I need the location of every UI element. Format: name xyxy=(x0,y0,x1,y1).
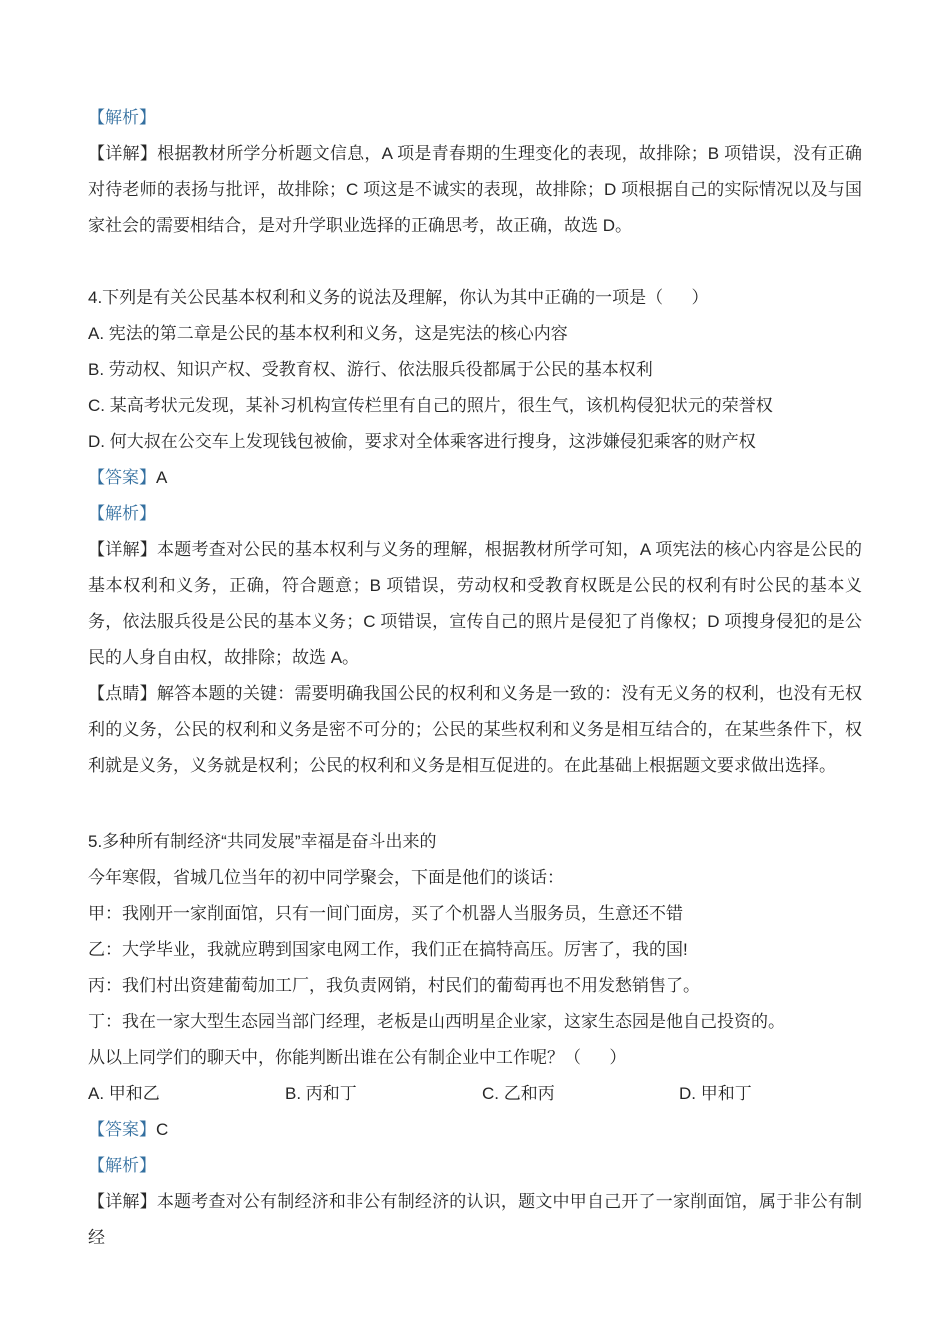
question4-option-c: C. 某高考状元发现，某补习机构宣传栏里有自己的照片，很生气，该机构侵犯状元的荣誉权 xyxy=(88,396,773,415)
detail-label: 【详解】 xyxy=(88,540,157,559)
question4-option-b: B. 劳动权、知识产权、受教育权、游行、依法服兵役都属于公民的基本权利 xyxy=(88,360,653,379)
section-spacer xyxy=(88,784,862,824)
analysis-label: 【解析】 xyxy=(88,108,156,127)
prev-detail-paragraph xyxy=(88,136,862,244)
analysis-label: 【解析】 xyxy=(88,504,156,523)
question4-answer-value: A xyxy=(156,468,168,487)
question5-answer-value: C xyxy=(156,1120,169,1139)
question4-detail-paragraph xyxy=(88,532,862,676)
question4-point-paragraph xyxy=(88,676,862,784)
detail-label: 【详解】 xyxy=(88,1192,157,1211)
question5-dialogue-yi: 乙：大学毕业，我就应聘到国家电网工作，我们正在搞特高压。厉害了，我的国! xyxy=(88,940,688,959)
question5-dialogue-ding: 丁：我在一家大型生态园当部门经理，老板是山西明星企业家，这家生态园是他自己投资的。 xyxy=(88,1012,785,1031)
answer-label: 【答案】 xyxy=(88,1120,156,1139)
analysis-label: 【解析】 xyxy=(88,1156,156,1175)
question5-intro: 今年寒假，省城几位当年的初中同学聚会，下面是他们的谈话： xyxy=(88,868,564,887)
question5-analysis-heading xyxy=(88,1148,862,1184)
question5-detail-text: 本题考查对公有制经济和非公有制经济的认识，题文中甲自己开了一家削面馆，属于非公有制经 xyxy=(88,1192,863,1247)
question5-question-line: 从以上同学们的聊天中，你能判断出谁在公有制企业中工作呢？（ ） xyxy=(88,1048,627,1067)
question4-option-d: D. 何大叔在公交车上发现钱包被偷，要求对全体乘客进行搜身，这涉嫌侵犯乘客的财产权 xyxy=(88,432,756,451)
question4-detail-text: 本题考查对公民的基本权利与义务的理解，根据教材所学可知，A 项宪法的核心内容是公民的基本权利和义务，正确，符合题意；B 项错误，劳动权和受教育权既是公民的权利有时公民的基本义务，依法服兵役是公民的基本义务；C 项错误，宣传自己的照片是侵犯了肖像权；D 项搜身侵犯的是公民的人身自由权，故排除；故选 A。 xyxy=(88,540,863,667)
prev-analysis-heading xyxy=(88,100,862,136)
question5-stem: 5.多种所有制经济“共同发展”幸福是奋斗出来的 xyxy=(88,832,437,851)
question4-answer-line xyxy=(88,460,862,496)
question5-option-a: A. 甲和乙 xyxy=(88,1084,160,1103)
question5-answer-line xyxy=(88,1112,862,1148)
question4-point-text: 解答本题的关键：需要明确我国公民的权利和义务是一致的：没有无义务的权利，也没有无权利的义务，公民的权利和义务是密不可分的；公民的某些权利和义务是相互结合的，在某些条件下，权利就是义务，义务就是权利；公民的权利和义务是相互促进的。在此基础上根据题文要求做出选择。 xyxy=(88,684,863,775)
question5-detail-paragraph xyxy=(88,1184,862,1256)
point-label: 【点睛】 xyxy=(88,684,157,703)
answer-label: 【答案】 xyxy=(88,468,156,487)
question5-option-b: B. 丙和丁 xyxy=(285,1084,357,1103)
question5-options-row xyxy=(88,1076,862,1112)
question5-option-d: D. 甲和丁 xyxy=(679,1084,752,1103)
prev-detail-text: 根据教材所学分析题文信息，A 项是青春期的生理变化的表现，故排除；B 项错误，没有正确对待老师的表扬与批评，故排除；C 项这是不诚实的表现，故排除；D 项根据自己的实际情况以及与国家社会的需要相结合，是对升学职业选择的正确思考，故正确，故选 D。 xyxy=(88,144,863,235)
question4-analysis-heading xyxy=(88,496,862,532)
question5-dialogue-bing: 丙：我们村出资建葡萄加工厂，我负责网销，村民们的葡萄再也不用发愁销售了。 xyxy=(88,976,700,995)
question5-option-c: C. 乙和丙 xyxy=(482,1084,555,1103)
detail-label: 【详解】 xyxy=(88,144,158,163)
question4-option-a: A. 宪法的第二章是公民的基本权利和义务，这是宪法的核心内容 xyxy=(88,324,568,343)
question5-dialogue-jia: 甲：我刚开一家削面馆，只有一间门面房，买了个机器人当服务员，生意还不错 xyxy=(88,904,683,923)
question4-stem: 4.下列是有关公民基本权利和义务的说法及理解，你认为其中正确的一项是（ ） xyxy=(88,288,709,307)
section-spacer xyxy=(88,244,862,280)
